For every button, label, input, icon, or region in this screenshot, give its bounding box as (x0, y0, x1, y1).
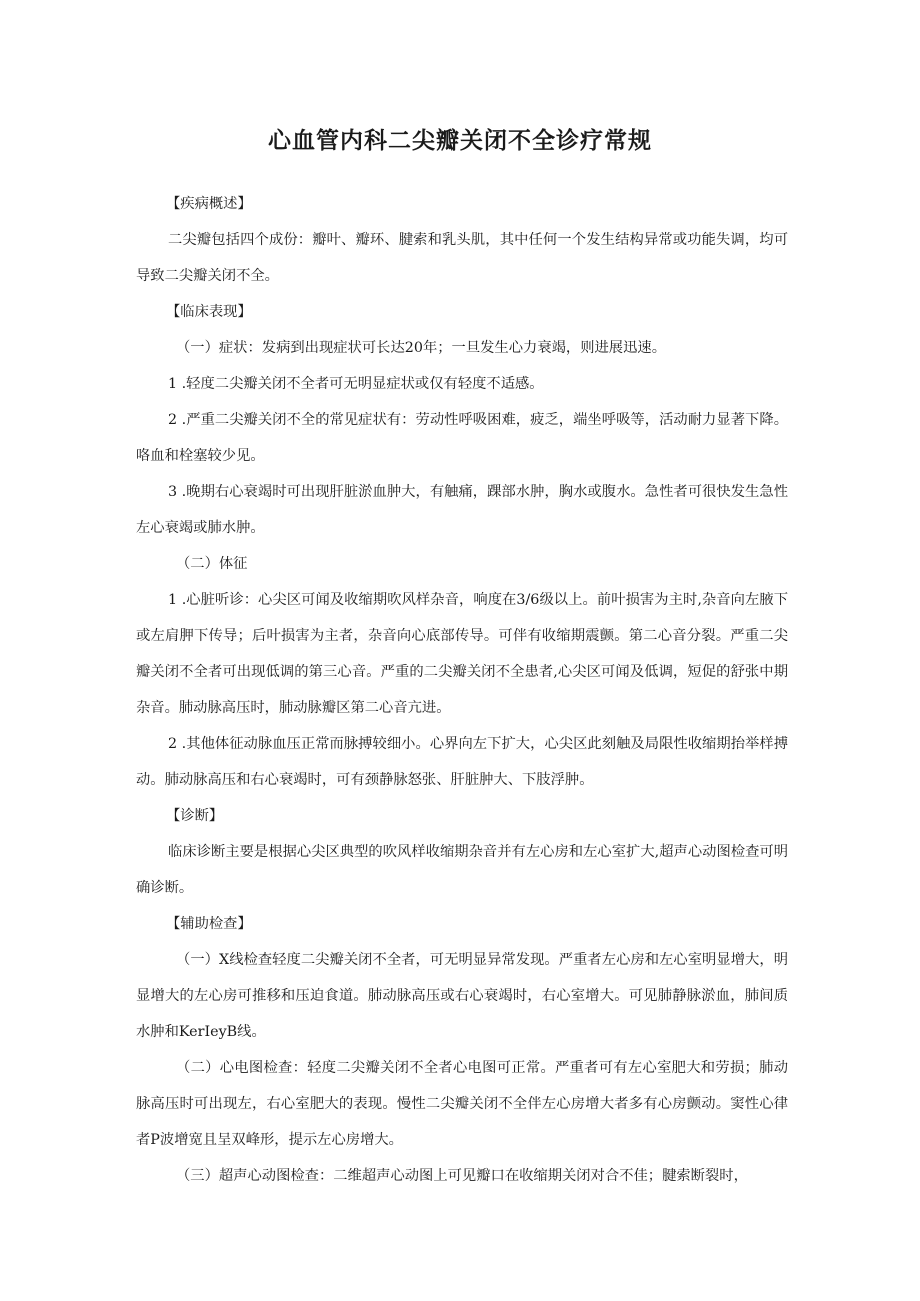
paragraph-sign-1: 1 .心脏听诊：心尖区可闻及收缩期吹风样杂音，响度在3/6级以上。前叶损害为主时,杂音向左腋下或左肩胛下传导；后叶损害为主者，杂音向心底部传导。可伴有收缩期震颤。第二心音分裂。严重二尖瓣关闭不全者可出现低调的第三心音。严重的二尖瓣关闭不全患者,心尖区可闻及低调，短促的舒张中期杂音。肺动脉高压时，肺动脉瓣区第二心音亢进。 (136, 592, 788, 716)
paragraph-overview: 二尖瓣包括四个成份：瓣叶、瓣环、腱索和乳头肌，其中任何一个发生结构异常或功能失调，均可导致二尖瓣关闭不全。 (136, 232, 788, 284)
paragraph-signs: （二）体征 (176, 556, 248, 572)
paragraph-symptom-3: 3 .晚期右心衰竭时可出现肝脏淤血肿大，有触痛，踝部水肿，胸水或腹水。急性者可很快发生急性左心衰竭或肺水肿。 (136, 484, 788, 536)
section-heading-diagnosis: 【诊断】 (166, 808, 224, 824)
paragraph-sign-2: 2 .其他体征动脉血压正常而脉搏较细小。心界向左下扩大，心尖区此刻触及局限性收缩期抬举样搏动。肺动脉高压和右心衰竭时，可有颈静脉怒张、肝脏肿大、下肢浮肿。 (136, 736, 788, 788)
paragraph-symptoms: （一）症状：发病到出现症状可长达20年；一旦发生心力衰竭，则进展迅速。 (176, 340, 666, 356)
document-title: 心血管内科二尖瓣关闭不全诊疗常规 (268, 128, 652, 154)
document-body (136, 186, 788, 1194)
section-heading-auxiliary: 【辅助检查】 (166, 916, 252, 932)
section-heading-clinical: 【临床表现】 (166, 304, 252, 320)
section-heading-overview: 【疾病概述】 (166, 196, 252, 212)
paragraph-xray: （一）X线检查轻度二尖瓣关闭不全者，可无明显异常发现。严重者左心房和左心室明显增大，明显增大的左心房可推移和压迫食道。肺动脉高压或右心衰竭时，右心室增大。可见肺静脉淤血，肺间质水肿和KerIeyB线。 (136, 952, 788, 1040)
paragraph-symptom-2: 2 .严重二尖瓣关闭不全的常见症状有：劳动性呼吸困难，疲乏，端坐呼吸等，活动耐力显著下降。咯血和栓塞较少见。 (136, 412, 788, 464)
paragraph-echo: （三）超声心动图检查：二维超声心动图上可见瓣口在收缩期关闭对合不佳；腱索断裂时， (176, 1168, 748, 1184)
paragraph-diagnosis: 临床诊断主要是根据心尖区典型的吹风样收缩期杂音并有左心房和左心室扩大,超声心动图检查可明确诊断。 (136, 844, 788, 896)
paragraph-symptom-1: 1 .轻度二尖瓣关闭不全者可无明显症状或仅有轻度不适感。 (168, 376, 544, 392)
paragraph-ecg: （二）心电图检查：轻度二尖瓣关闭不全者心电图可正常。严重者可有左心室肥大和劳损；肺动脉高压时可出现左，右心室肥大的表现。慢性二尖瓣关闭不全伴左心房增大者多有心房颤动。窦性心律者P波增宽且呈双峰形，提示左心房增大。 (136, 1060, 788, 1148)
